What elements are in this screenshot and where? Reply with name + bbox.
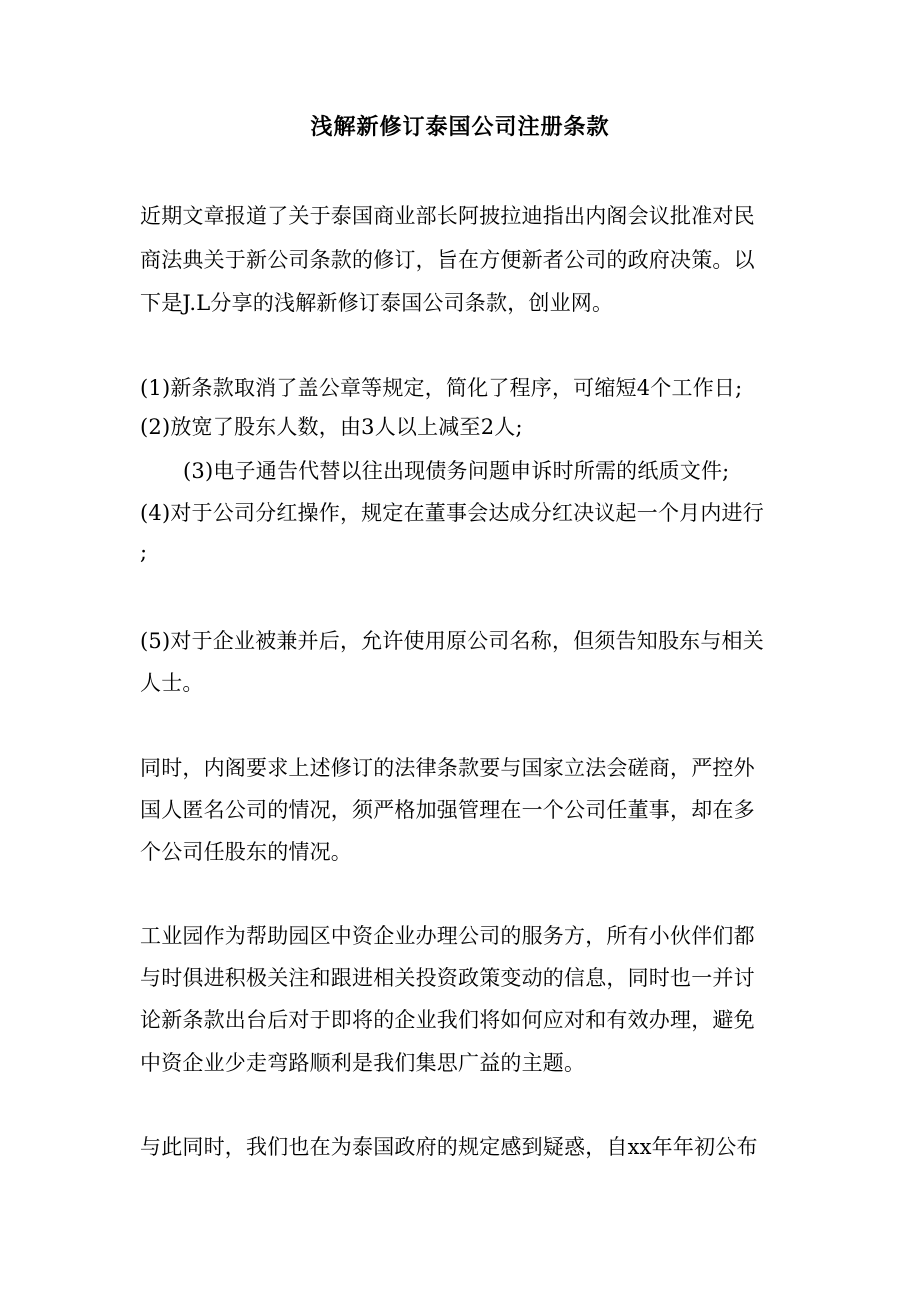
- document-title: 浅解新修订泰国公司注册条款: [310, 114, 610, 140]
- paragraph-line: 中资企业少走弯路顺利是我们集思广益的主题。: [140, 1051, 586, 1075]
- list-item-4-continued: ;: [140, 540, 148, 564]
- paragraph-line: 与时俱进积极关注和跟进相关投资政策变动的信息，同时也一并讨: [140, 966, 755, 990]
- paragraph-line: 下是J.L分享的浅解新修订泰国公司条款，创业网。: [140, 291, 614, 315]
- list-item-2: (2)放宽了股东人数，由3人以上减至2人;: [140, 415, 523, 439]
- list-item-5: (5)对于企业被兼并后，允许使用原公司名称，但须告知股东与相关: [140, 629, 764, 653]
- paragraph-line: 同时，内阁要求上述修订的法律条款要与国家立法会磋商，严控外: [140, 756, 755, 780]
- list-item-3: (3)电子通告代替以往出现债务问题申诉时所需的纸质文件;: [183, 459, 730, 483]
- paragraph-line: 近期文章报道了关于泰国商业部长阿披拉迪指出内阁会议批准对民: [140, 204, 755, 228]
- paragraph-line: 商法典关于新公司条款的修订，旨在方便新者公司的政府决策。以: [140, 248, 755, 272]
- paragraph-line: 国人匿名公司的情况，须严格加强管理在一个公司任董事，却在多: [140, 798, 755, 822]
- paragraph-line: 个公司任股东的情况。: [140, 840, 352, 864]
- list-item-4: (4)对于公司分红操作，规定在董事会达成分红决议起一个月内进行: [140, 501, 764, 525]
- list-item-5-continued: 人士。: [140, 671, 204, 695]
- paragraph-line: 与此同时，我们也在为泰国政府的规定感到疑惑，自xx年年初公布: [140, 1135, 758, 1159]
- list-item-1: (1)新条款取消了盖公章等规定，简化了程序，可缩短4个工作日;: [140, 376, 743, 400]
- paragraph-line: 工业园作为帮助园区中资企业办理公司的服务方，所有小伙伴们都: [140, 924, 755, 948]
- paragraph-line: 论新条款出台后对于即将的企业我们将如何应对和有效办理，避免: [140, 1008, 755, 1032]
